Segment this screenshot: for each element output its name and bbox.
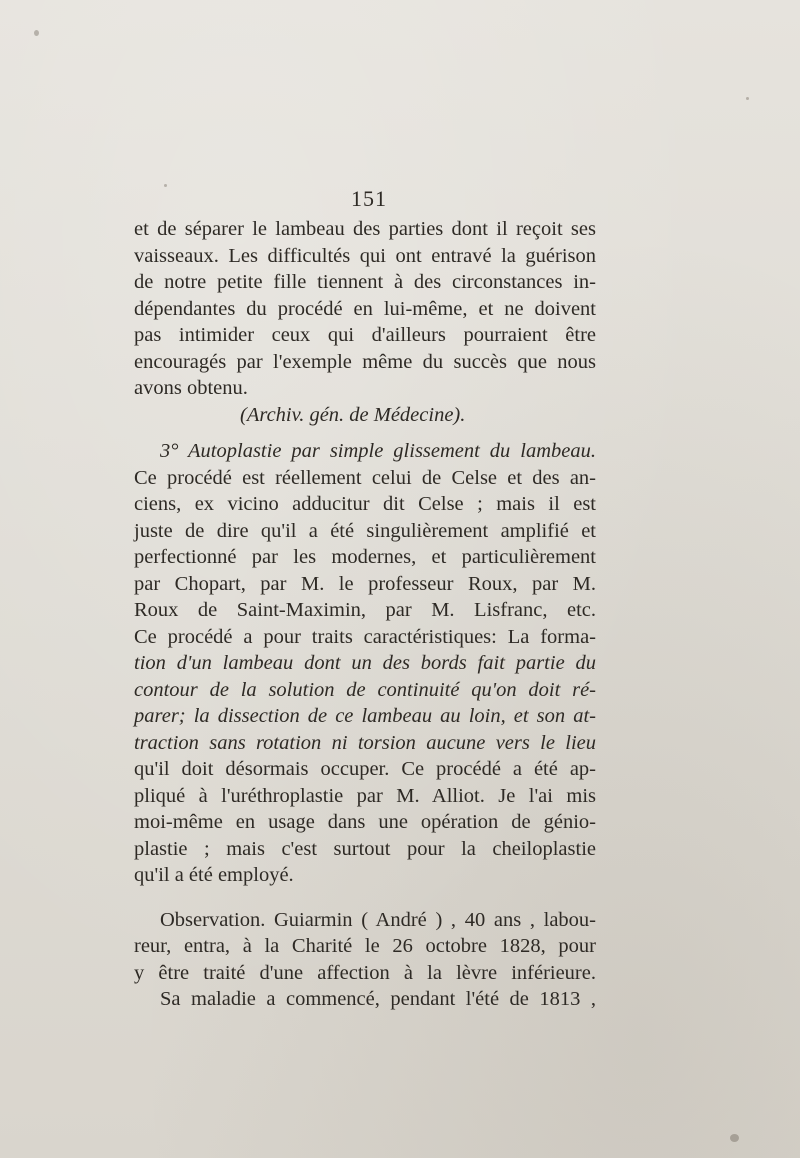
text-line: encouragés par l'exemple même du succès que nous: [134, 350, 596, 373]
paper-spot: [164, 184, 167, 187]
page-number: 151: [351, 186, 387, 211]
text-line: vaisseaux. Les difficultés qui ont entravé la guérison: [134, 244, 596, 267]
text-line: ciens, ex vicino adducitur dit Celse ; mais il est: [134, 493, 596, 515]
text-line: perfectionné par les modernes, et particulièrement: [134, 546, 596, 568]
text-line: reur, entra, à la Charité le 26 octobre 1828, pour: [134, 935, 596, 957]
text-line: avons obtenu.: [134, 377, 248, 399]
section-heading: 3° Autoplastie par simple glissement du lambeau.: [160, 440, 596, 462]
paragraph-autoplastie: [134, 438, 596, 889]
text-line: de notre petite fille tiennent à des circonstances in-: [134, 271, 596, 293]
text-line: moi-même en usage dans une opération de génio-: [134, 811, 596, 833]
text-line: tion d'un lambeau dont un des bords fait partie du: [134, 652, 596, 674]
text-line: pas intimider ceux qui d'ailleurs pourraient être: [134, 324, 596, 346]
text-line: Roux de Saint-Maximin, par M. Lisfranc, etc.: [134, 599, 596, 621]
paragraph-gap: [134, 428, 596, 438]
text-line: juste de dire qu'il a été singulièrement amplifié et: [134, 519, 596, 542]
text-line: plastie ; mais c'est surtout pour la cheiloplastie: [134, 837, 596, 860]
paragraph-observation: [134, 907, 596, 1013]
text-line: et de séparer le lambeau des parties dont il reçoit ses: [134, 218, 596, 240]
paragraph-gap: [134, 889, 596, 907]
text-line: Observation. Guiarmin ( André ) , 40 ans , labou-: [160, 908, 596, 931]
paragraph-closing: [134, 216, 596, 402]
paper-spot: [730, 1134, 739, 1142]
text-line: qu'il doit désormais occuper. Ce procédé a été ap-: [134, 758, 596, 780]
text-line: pliqué à l'uréthroplastie par M. Alliot. Je l'ai mis: [134, 784, 596, 807]
text-line: dépendantes du procédé en lui-même, et ne doivent: [134, 297, 596, 320]
text-line: Ce procédé est réellement celui de Celse et des an-: [134, 466, 596, 489]
text-line: par Chopart, par M. le professeur Roux, par M.: [134, 572, 596, 595]
citation-text: (Archiv. gén. de Médecine).: [240, 403, 466, 426]
text-line: Sa maladie a commencé, pendant l'été de 1813 ,: [160, 988, 596, 1010]
text-line: Ce procédé a pour traits caractéristiques: La forma-: [134, 625, 596, 648]
text-line: traction sans rotation ni torsion aucune vers le lieu: [134, 731, 596, 754]
paper-spot: [34, 30, 39, 36]
text-line: y être traité d'une affection à la lèvre inférieure.: [134, 961, 596, 984]
text-line: parer; la dissection de ce lambeau au loin, et son at-: [134, 705, 596, 727]
text-line: contour de la solution de continuité qu'on doit ré-: [134, 678, 596, 701]
text-line: qu'il a été employé.: [134, 864, 294, 886]
body-text: [134, 216, 596, 1013]
citation: [134, 402, 596, 429]
paper-spot: [746, 97, 749, 100]
